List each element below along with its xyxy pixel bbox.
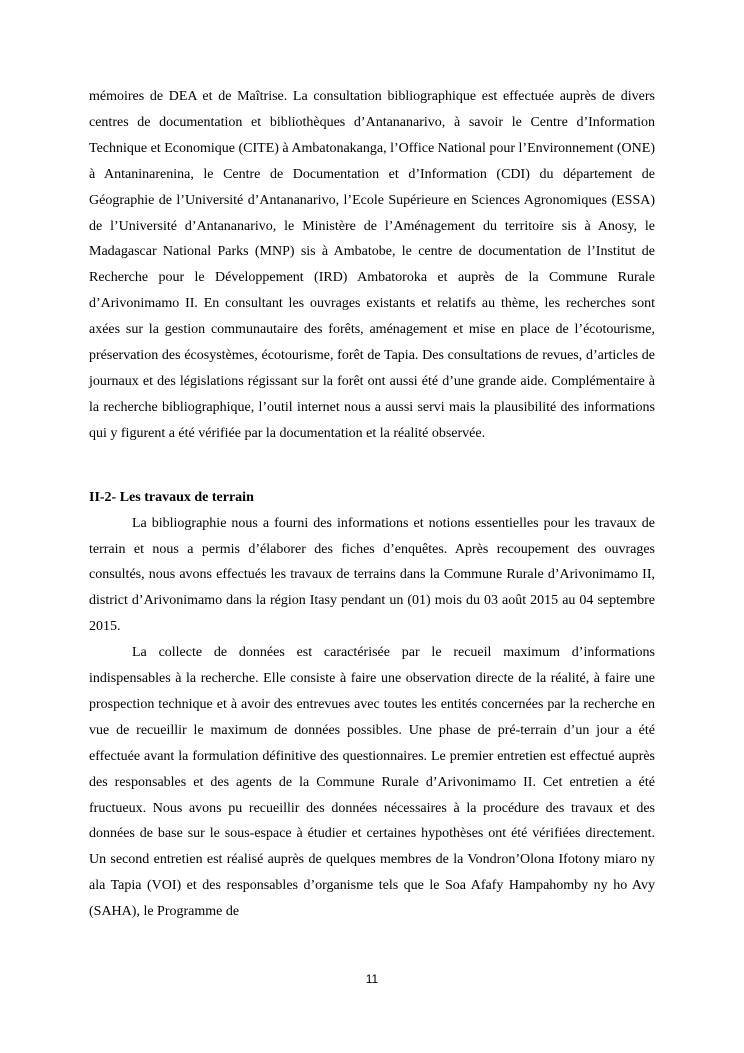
paragraph-fieldwork-intro: La bibliographie nous a fourni des informations et notions essentielles pour les travaux de terrain et nous a permis d’élaborer des fiches d’enquêtes. Après recoupement des ouvrages consultés, nous avons effectués les travaux de terrains dans la Commune Rurale d’Arivonimamo II, district d’Arivonimamo dans la région Itasy pendant un (01) mois du 03 août 2015 au 04 septembre 2015. [89, 515, 655, 635]
paragraph-data-collection: La collecte de données est caractérisée par le recueil maximum d’informations indispensables à la recherche. Elle consiste à faire une observation directe de la réalité, à faire une prospection technique et à avoir des entrevues avec toutes les entités concernées par la recherche en vue de recueillir le maximum de données possibles. Une phase de pré-terrain d’un jour a été effectuée avant la formulation définitive des questionnaires. Le premier entretien est effectué auprès des responsables et des agents de la Commune Rurale d’Arivonimamo II. Cet entretien a été fructueux. Nous avons pu recueillir des données nécessaires à la procédure des travaux et des données de base sur le sous-espace à étudier et certaines hypothèses ont été vérifiées directement. Un second entretien est réalisé auprès de quelques membres de la Vondron’Olona Ifotony miaro ny ala Tapia (VOI) et des responsables d’organisme tels que le Soa Afafy Hampahomby ny ho Avy (SAHA), le Programme de [89, 645, 655, 920]
paragraph-bibliography-sources: mémoires de DEA et de Maîtrise. La consultation bibliographique est effectuée auprès de divers centres de documentation et bibliothèques d’Antananarivo, à savoir le Centre d’Information Technique et Economique (CITE) à Ambatonakanga, l’Office National pour l’Environnement (ONE) à Antaninarenina, le Centre de Documentation et d’Information (CDI) du département de Géographie de l’Université d’Antananarivo, l’Ecole Supérieure en Sciences Agronomiques (ESSA) de l’Université d’Antananarivo, le Ministère de l’Aménagement du territoire sis à Anosy, le Madagascar National Parks (MNP) sis à Ambatobe, le centre de documentation de l’Institut de Recherche pour le Développement (IRD) Ambatoroka et auprès de la Commune Rurale d’Arivonimamo II. En consultant les ouvrages existants et relatifs au thème, les recherches sont axées sur la gestion communautaire des forêts, aménagement et mise en place de l’écotourisme, préservation des écosystèmes, écotourisme, forêt de Tapia. Des consultations de revues, d’articles de journaux et des législations régissant sur la forêt ont aussi été d’une grande aide. Complémentaire à la recherche bibliographique, l’outil internet nous a aussi servi mais la plausibilité des informations qui y figurent a été vérifiée par la documentation et la réalité observée. [89, 89, 655, 441]
page-number: 11 [365, 972, 379, 986]
page-body [89, 84, 655, 925]
section-heading: II-2- Les travaux de terrain [89, 489, 254, 505]
